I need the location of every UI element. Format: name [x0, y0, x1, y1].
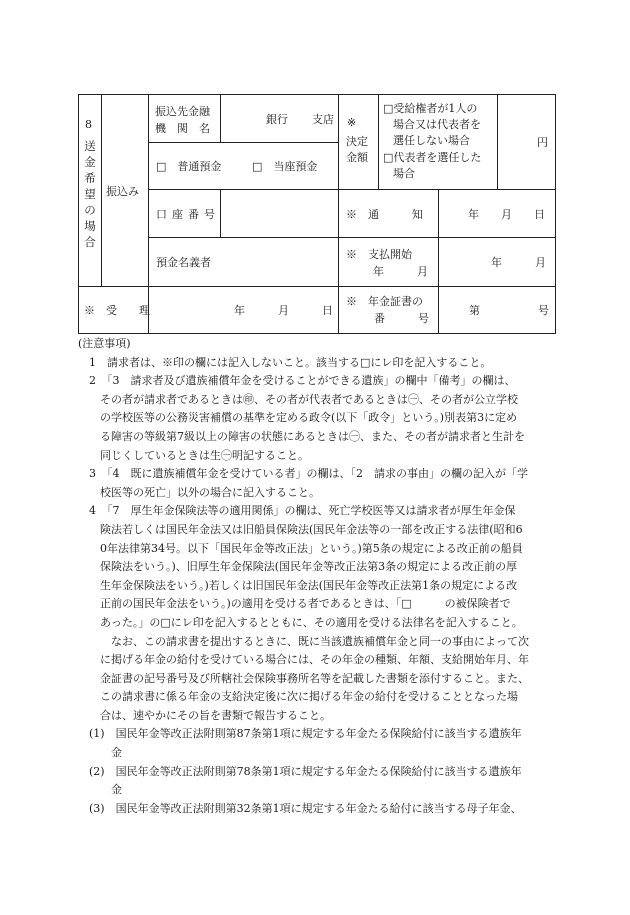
yen-unit: 円 — [537, 136, 548, 149]
table-rule — [148, 237, 556, 238]
notes-line: 保険法をいう。)、旧厚生年金保険法(国民年金等改正法第3条の規定による改正前の厚 — [78, 560, 518, 574]
table-rule — [378, 94, 379, 189]
account-holder-label: 預金名義者 — [156, 256, 211, 269]
notes-line: 金 — [78, 783, 122, 797]
table-rule — [497, 94, 498, 189]
section-label-char: 希 — [84, 171, 96, 185]
recipient-option-single-text: 場合又は代表者を — [393, 118, 481, 131]
notes-line: 金証書の記号番号及び所轄社会保険事務所名等を記載した書類を添付すること。また、 — [78, 671, 529, 685]
table-rule — [101, 94, 102, 286]
table-rule — [148, 142, 338, 143]
branch-word: 支店 — [312, 113, 334, 126]
notes-section — [78, 335, 558, 818]
notes-line: あった。」の□にレ印を記入するとともに、その適用を受ける法律名を記入すること。 — [78, 615, 523, 629]
table-rule — [78, 286, 556, 287]
section-label-char: の — [84, 203, 96, 217]
table-rule — [148, 189, 556, 190]
section-label-char: 望 — [84, 187, 96, 201]
notes-line: 3 「4 既に遺族補償年金を受けている者」の欄は、「2 請求の事由」の欄の記入が「学 — [78, 467, 528, 481]
deposit-ordinary-checkbox[interactable]: □ 普通預金 — [156, 160, 222, 173]
notes-line: なお、この請求書を提出するときに、既に当該遺族補償年金と同一の事由によって次 — [78, 634, 529, 648]
table-rule — [220, 94, 221, 142]
notes-line: 正前の国民年金法をいう。)の適用を受ける者であるときは、「□ の被保険者で — [78, 597, 511, 611]
notes-line: 金 — [78, 746, 122, 760]
notice-label: ※ 通 知 — [346, 208, 423, 221]
notes-line: に掲げる年金の給付を受けている場合には、その年金の種類、年額、支給開始年月、年 — [78, 653, 529, 667]
recipient-option-rep-checkbox[interactable]: □代表者を選任した — [383, 151, 482, 164]
decision-mark: ※ — [347, 116, 357, 129]
notes-line: (3) 国民年金等改正法附則第32条第1項に規定する年金たる給付に該当する母子年金、 — [78, 801, 522, 815]
bank-word: 銀行 — [266, 113, 288, 126]
account-number-label: 口座番号 — [156, 208, 220, 221]
cert-label-2: 番 号 — [374, 312, 429, 325]
notes-line: この請求書に係る年金の支給決定後に次に掲げる年金の給付を受けることとなった場 — [78, 690, 518, 704]
payment-start-date: 年 月 — [491, 256, 546, 269]
section-label-char: 金 — [84, 155, 96, 169]
bank-name-label-1: 振込先金融 — [155, 105, 210, 118]
notes-line: 2 「3 請求者及び遺族補償年金を受けることができる遺族」の欄中「備考」の欄は、 — [78, 374, 516, 388]
section-label-char: 場 — [84, 219, 96, 233]
notes-line: 合は、速やかにその旨を書類で報告すること。 — [78, 708, 331, 722]
notes-heading: (注意事項) — [78, 337, 131, 350]
decision-label-2: 金額 — [346, 151, 368, 164]
payment-start-label-2: 年 月 — [373, 265, 428, 278]
notes-line: 生年金保険法をいう。)若しくは旧国民年金法(国民年金等改正法第1条の規定による改 — [78, 578, 518, 592]
notes-line: 険法若しくは国民年金法又は旧船員保険法(国民年金法等の一部を改正する法律(昭和6 — [78, 522, 523, 536]
table-border-left — [78, 94, 79, 334]
notes-body — [78, 354, 558, 819]
cert-dai: 第 — [469, 304, 480, 317]
notes-line: 校医等の死亡」以外の場合に記入すること。 — [78, 485, 320, 499]
cert-label-1: ※ 年金証書の — [346, 295, 423, 308]
notes-line: る障害の等級第7級以上の障害の状態にあるときは㊀、また、その者が請求者と生計を — [78, 429, 525, 443]
table-border-top — [78, 94, 556, 95]
table-border-bottom — [78, 333, 556, 334]
notes-line: その者が請求者であるときは㊞、その者が代表者であるときは㊀、その者が公立学校 — [78, 392, 518, 406]
method-label: 振込み — [106, 185, 139, 198]
cert-go: 号 — [538, 304, 549, 317]
recipient-option-single-checkbox[interactable]: □受給権者が1人の — [383, 102, 478, 115]
notes-line: 1 請求者は、※印の欄には記入しないこと。該当する□にレ印を記入すること。 — [78, 355, 492, 369]
notes-line: 0年法律第34号。以下「国民年金等改正法」という。)第5条の規定による改正前の船員 — [78, 541, 523, 555]
decision-label-1: 決定 — [346, 135, 368, 148]
deposit-current-checkbox[interactable]: □ 当座預金 — [252, 160, 318, 173]
receipt-date: 年 月 日 — [234, 304, 333, 317]
table-rule — [338, 94, 339, 334]
notes-line: 同じくしているときは生㊀明記すること。 — [78, 448, 309, 462]
notice-date: 年 月 日 — [468, 208, 545, 221]
bank-name-label-2: 機 関 名 — [155, 122, 210, 135]
section-label-char: 送 — [84, 139, 96, 153]
table-rule — [148, 94, 149, 334]
table-rule — [438, 189, 439, 334]
notes-line: 4 「7 厚生年金保険法等の適用関係」の欄は、死亡学校医等又は請求者が厚生年金保 — [78, 504, 516, 518]
table-border-right — [555, 94, 556, 334]
section-number: 8 — [85, 118, 92, 131]
section-label-char: 合 — [84, 235, 96, 249]
section-label — [83, 138, 97, 250]
notes-line: (2) 国民年金等改正法附則第78条第1項に規定する年金たる保険給付に該当する遺族年 — [78, 764, 522, 778]
table-rule — [220, 189, 221, 237]
notes-line: の学校医等の公務災害補償の基準を定める政令(以下「政令」という。)別表第3に定め — [78, 411, 518, 425]
notes-line: (1) 国民年金等改正法附則第87条第1項に規定する年金たる保険給付に該当する遺族年 — [78, 727, 522, 741]
recipient-option-single-text: 選任しない場合 — [393, 134, 470, 147]
receipt-label: ※ 受 理 — [84, 304, 150, 317]
recipient-option-rep-text: 場合 — [393, 167, 415, 180]
payment-start-label-1: ※ 支払開始 — [346, 248, 412, 261]
